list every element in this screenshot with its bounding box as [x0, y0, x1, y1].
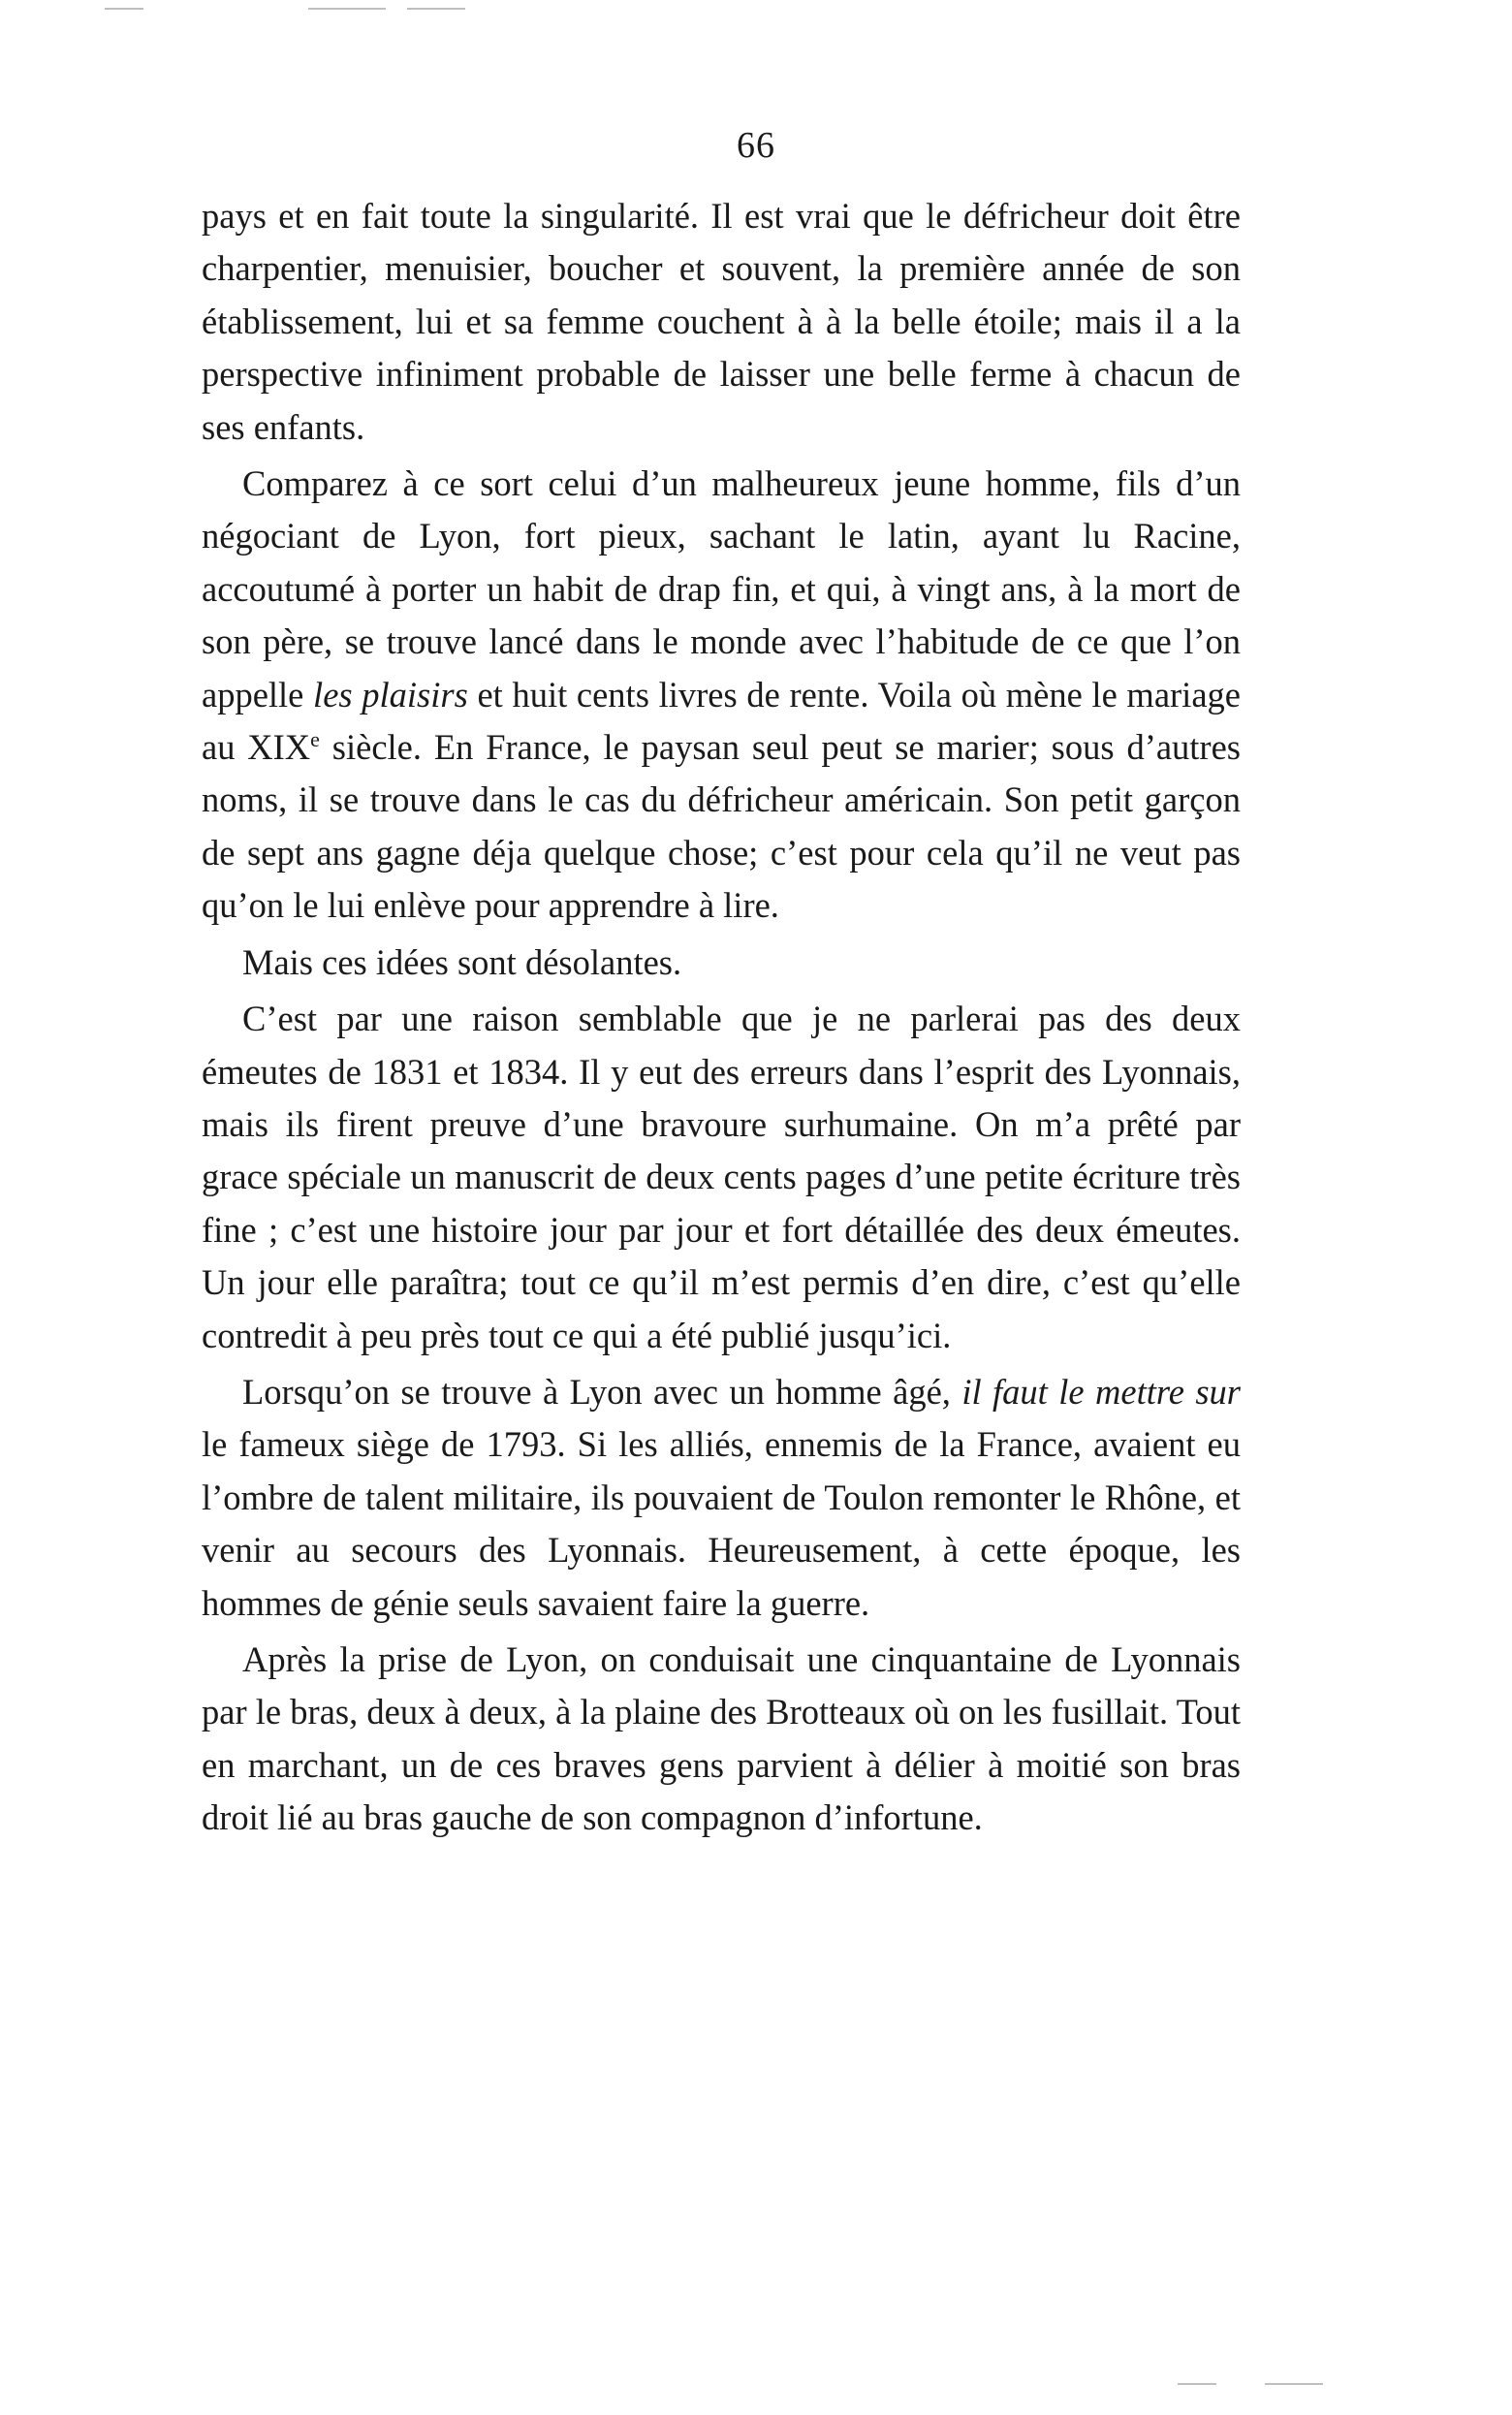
paragraph — [202, 993, 1241, 1362]
paragraph — [202, 190, 1241, 454]
scan-artifact-top-1 — [105, 8, 143, 10]
scan-artifact-bottom-2 — [1265, 2383, 1323, 2385]
paragraph — [202, 458, 1241, 933]
text-segment: Comparez à ce sort celui d’un malheureux jeune homme, fils d’un négociant de Lyon, fort pieux, sachant le latin, ayant lu Racine, accoutumé à porter un habit de drap fin, et qui, à vingt ans, à la mort de son père, se trouve lancé dans le monde avec l’habitude de ce que l’on appelle — [202, 463, 1241, 715]
text-segment: Lorsqu’on se trouve à Lyon avec un homme âgé, — [242, 1371, 962, 1412]
paragraph — [202, 937, 1241, 989]
text-segment: le fameux siège de 1793. Si les alliés, ennemis de la France, avaient eu l’ombre de talent militaire, ils pouvaient de Toulon remonter le Rhône, et venir au secours des Lyonnais. Heureusement, à cette époque, les hommes de génie seuls savaient faire la guerre. — [202, 1424, 1241, 1623]
text-segment: Mais ces idées sont désolantes. — [242, 941, 682, 982]
text-segment: Après la prise de Lyon, on conduisait une cinquantaine de Lyonnais par le bras, deux à deux, à la plaine des Brotteaux où on les fusillait. Tout en marchant, un de ces braves gens parvient à délier à moitié son bras droit lié au bras gauche de son compagnon d’infortune. — [202, 1638, 1241, 1838]
scan-artifact-top-2 — [308, 8, 386, 10]
body-text — [202, 190, 1241, 1845]
text-segment: siècle. En France, le paysan seul peut se marier; sous d’autres noms, il se trouve dans le cas du défricheur américain. Son petit garçon de sept ans gagne déja quelque chose; c’est pour cela qu’il ne veut pas qu’on le lui enlève pour apprendre à lire. — [202, 727, 1241, 926]
text-segment: et huit cents livres de rente. Voila où mène le mariage au XIX — [202, 674, 1241, 768]
scan-artifact-bottom-1 — [1178, 2383, 1216, 2385]
paragraph — [202, 1366, 1241, 1630]
superscript: e — [310, 726, 320, 751]
text-segment: C’est par une raison semblable que je ne parlerai pas des deux émeutes de 1831 et 1834. Il y eut des erreurs dans l’esprit des Lyonnais, mais ils firent preuve d’une bravoure surhumaine. On m’a prêté par grace spéciale un manuscrit de deux cents pages d’une petite écriture très fine ; c’est une histoire jour par jour et fort détaillée des deux émeutes. Un jour elle paraîtra; tout ce qu’il m’est permis d’en dire, c’est qu’elle contredit à peu près tout ce qui a été publié jusqu’ici. — [202, 999, 1241, 1355]
scan-artifact-top-3 — [407, 8, 465, 10]
italic-text: les plaisirs — [313, 674, 468, 715]
italic-text: il faut le mettre sur — [961, 1371, 1241, 1412]
paragraph — [202, 1634, 1241, 1845]
page-number: 66 — [737, 125, 775, 166]
text-segment: pays et en fait toute la singularité. Il est vrai que le défricheur doit être charpentier, menuisier, boucher et souvent, la première année de son établissement, lui et sa femme couchent à à la belle étoile; mais il a la perspective infiniment probable de laisser une belle ferme à chacun de ses enfants. — [202, 196, 1241, 447]
